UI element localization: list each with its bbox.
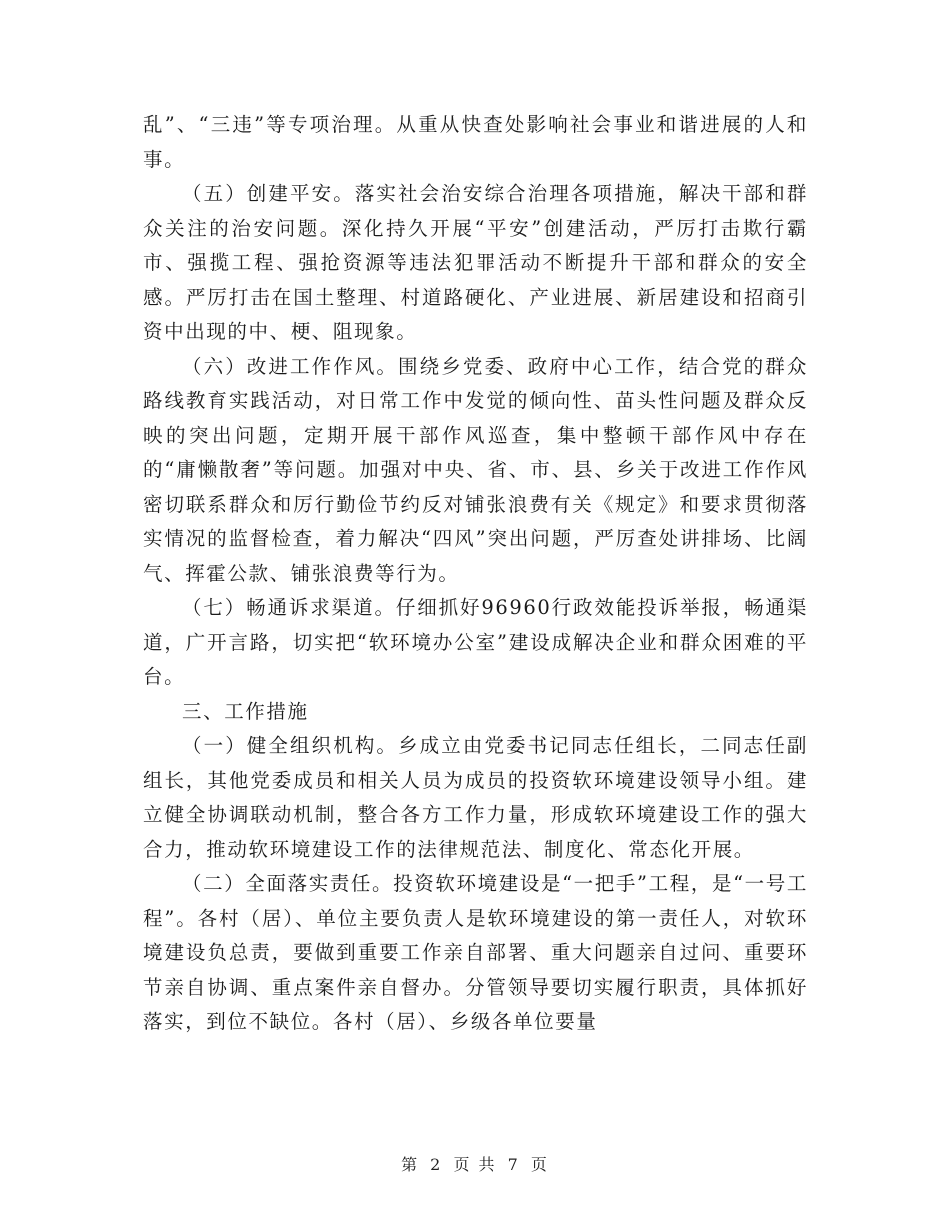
section-heading-work-measures: 三、工作措施: [182, 699, 309, 723]
footer-suffix: 页: [530, 1155, 549, 1174]
footer-middle: 页 共: [453, 1155, 497, 1174]
footer-page-number: 2: [430, 1155, 443, 1174]
page-footer: [0, 1152, 950, 1175]
paragraph-create-safety: （五）创建平安。落实社会治安综合治理各项措施，解决干部和群众关注的治安问题。深化持久开展“平安”创建活动，严厉打击欺行霸市、强揽工程、强抢资源等违法犯罪活动不断提升干部和群众的安全感。严厉打击在国土整理、村道路硬化、产业进展、新居建设和招商引资中出现的中、梗、阻现象。: [143, 182, 808, 343]
paragraph-improve-work-style: （六）改进工作作风。围绕乡党委、政府中心工作，结合党的群众路线教育实践活动，对日常工作中发觉的倾向性、苗头性问题及群众反映的突出问题，定期开展干部作风巡查，集中整顿干部作风中存在的“庸懒散奢”等问题。加强对中央、省、市、县、乡关于改进工作作风密切联系群众和厉行勤俭节约反对铺张浪费有关《规定》和要求贯彻落实情况的监督检查，着力解决“四风”突出问题，严厉查处讲排场、比阔气、挥霍公款、铺张浪费等行为。: [143, 354, 808, 585]
footer-total-pages: 7: [507, 1155, 520, 1174]
paragraph-organization: （一）健全组织机构。乡成立由党委书记同志任组长，二同志任副组长，其他党委成员和相关人员为成员的投资软环境建设领导小组。建立健全协调联动机制，整合各方工作力量，形成软环境建设工作的强大合力，推动软环境建设工作的法律规范法、制度化、常态化开展。: [143, 734, 808, 861]
paragraph-appeal-channels: （七）畅通诉求渠道。仔细抓好96960行政效能投诉举报，畅通渠道，广开言路，切实把“软环境办公室”建设成解决企业和群众困难的平台。: [143, 596, 808, 688]
paragraph-continuation: 乱”、“三违”等专项治理。从重从快查处影响社会事业和谐进展的人和事。: [143, 113, 808, 171]
paragraph-responsibility: （二）全面落实责任。投资软环境建设是“一把手”工程，是“一号工程”。各村（居）、单位主要负责人是软环境建设的第一责任人，对软环境建设负总责，要做到重要工作亲自部署、重大问题亲自过问、重要环节亲自协调、重点案件亲自督办。分管领导要切实履行职责，具体抓好落实，到位不缺位。各村（居）、乡级各单位要量: [143, 872, 808, 1033]
document-body: [143, 108, 808, 1040]
footer-prefix: 第: [401, 1155, 420, 1174]
